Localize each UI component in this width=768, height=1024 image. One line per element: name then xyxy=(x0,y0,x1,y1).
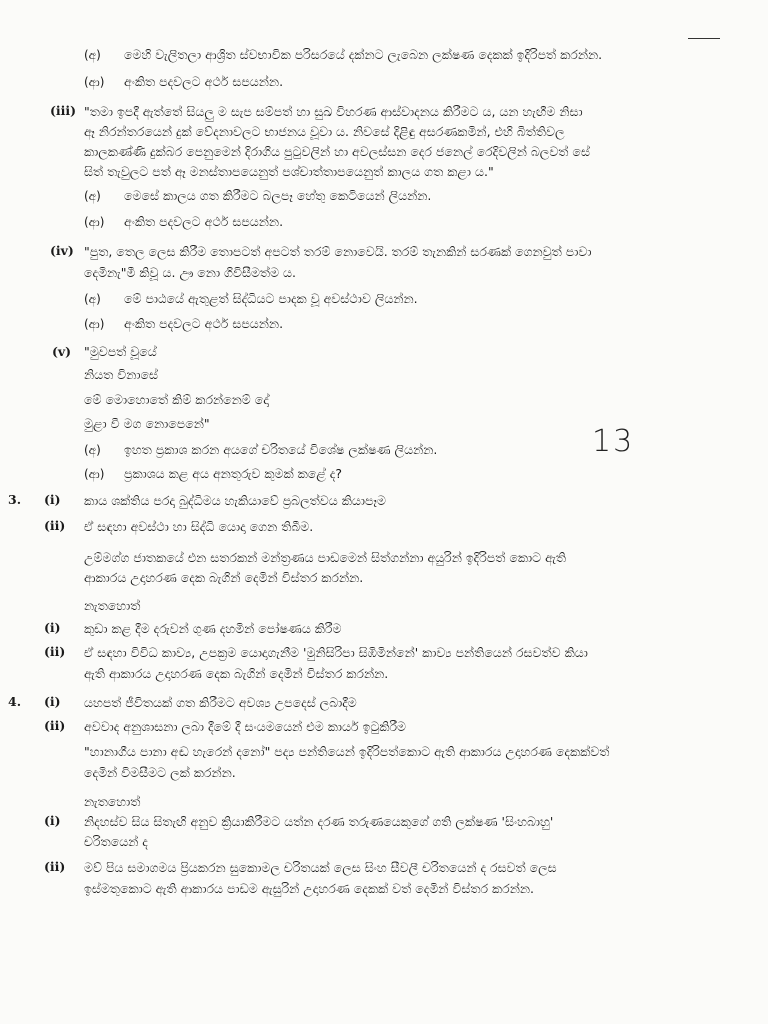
line-text: ඉස්මතුකොට ඇති ආකාරය පාඩම ඇසුරින් උදාහරණ දෙකක් වත් දෙමින් විස්තර කරන්න. xyxy=(84,881,534,896)
mark-aa: (ආ) xyxy=(84,215,105,229)
line-text: "හානාගීය පානා අඬ හැරෙන් දනෝ" පද්‍ය පන්තියෙන් ඉදිරිපත්කොට ඇති ආකාරය උදාහරණ දෙකක්වත් xyxy=(84,744,610,759)
item-number: (i) xyxy=(44,492,61,507)
line-text: මේ පාඨයේ ඇතුළත් සිද්ධියට පාදක වූ අවස්ථාව ලියන්න. xyxy=(124,291,418,306)
line-text: යහපත් ජීවිතයක් ගත කිරීමට අවශ්‍ය උපදෙස් ලබාදීම xyxy=(84,695,357,710)
mark-a: (අ) xyxy=(84,189,101,203)
line-text: ඈ නිරන්තරයෙන් දුක් වේදනාවලට භාජනය වූවා ය. නිවසේ දිළිඳු අසරණකමින්, එහි බිත්තිවල xyxy=(84,124,565,139)
mark-a: (අ) xyxy=(84,292,101,306)
line-text: "පුත, තෙල ලෙස කිරීම තොපටත් අපටත් තරම් නොවෙයි. තරම් තැනකින් සරණක් ගෙනවුත් පාවා xyxy=(84,244,592,259)
item-number: (ii) xyxy=(44,859,66,874)
or-label: නැතහොත් xyxy=(84,598,141,613)
item-number: (i) xyxy=(44,813,61,828)
line-text: ඒ සඳහා විවිධ කාව්‍ය, උපක්‍රම යොදාගැනීම 'මුනිසිරිපා සිඹිමින්නේ' කාව්‍ය පන්තියෙන් රසවත්ව කියා xyxy=(84,645,588,660)
item-number: (iii) xyxy=(50,103,77,118)
line-text: මුළා වී මග නොපෙනේ" xyxy=(84,416,210,431)
line-text: ඇති ආකාරය උදාහරණ දෙක බැගින් දෙමින් විස්තර කරන්න. xyxy=(84,666,389,681)
item-number: (i) xyxy=(44,694,61,709)
or-label: නැතහොත් xyxy=(84,794,141,809)
item-number: (ii) xyxy=(44,518,66,533)
mark-aa: (ආ) xyxy=(84,317,105,331)
item-number: (ii) xyxy=(44,644,66,659)
line-text: චරිතයෙන් ද xyxy=(84,834,148,849)
line-text: අංකිත පදවලට අර්ථ සපයන්න. xyxy=(124,316,284,331)
handwritten-mark: 13 xyxy=(592,424,635,459)
line-text: "තමා ඉපදී ඇත්තේ සියලු ම සැප සම්පත් හා සුඛ විහරණ ආස්වාදනය කිරීමට ය, යන හැඟීම නිසා xyxy=(84,104,583,119)
item-number: (iv) xyxy=(50,243,74,258)
mark-a: (අ) xyxy=(84,443,101,457)
line-text: මේ මොහොතේ කිම් කරන්නෙම් දෝ xyxy=(84,392,269,407)
line-text: නිදහස්ව සිය සිතැඟි අනුව ක්‍රියාකිරීමට යත්න දරණ තරුණයෙකුගේ ගති ලක්ෂණ 'සිංහබාහු' xyxy=(84,814,554,829)
line-text: ආකාරය උදාහරණ දෙක බැගින් දෙමින් විස්තර කරන්න. xyxy=(84,570,364,585)
line-text: අංකිත පදවලට අර්ථ සපයන්න. xyxy=(124,214,284,229)
line-text: දෙමිනැ"මී කිවූ ය. ඌ නො ගිවිසීමත්ම ය. xyxy=(84,265,296,280)
item-number: (i) xyxy=(44,620,61,635)
line-text: කුඩා කළ දීම දරුවන් ගුණ දහමින් පෝෂණය කිරීම xyxy=(84,621,342,636)
line-text: මව් පිය සමාගමය ප්‍රියකරන සුකොමල චරිතයක් ලෙස සිංහ සීවලී චරිතයෙන් ද රසවත් ලෙස xyxy=(84,860,557,875)
question-number: 3. xyxy=(8,492,22,507)
line-text: කාලකණ්ණි දුක්බර පෙනුමෙන් දිරාගිය පුටුවලින් හා අවලස්සන දෙර ජනෙල් රෙදිවලින් බලවත් සේ xyxy=(84,144,590,159)
line-text: ඉහත ප්‍රකාශ කරන අයගේ චරිතයේ විශේෂ ලක්ෂණ ලියන්න. xyxy=(124,442,438,457)
line-text: සිත් තැවුලට පත් ඈ මනස්තාපයෙනුත් පශ්චාත්තාපයෙනුත් කාලය ගත කළා ය." xyxy=(84,164,494,179)
mark-aa: (ආ) xyxy=(84,467,105,481)
question-number: 4. xyxy=(8,694,22,709)
item-number: (v) xyxy=(52,344,72,359)
line-text: උම්මග්ග ජාතකයේ එන සතරකන් මන්ත්‍රණය පාඩමෙන් සිත්ගන්නා අයුරින් ඉදිරිපත් කොට ඇති xyxy=(84,550,567,565)
line-text: මෙහි වැලිතලා ආශ්‍රිත ස්වභාවික පරිසරයේ දක්නට ලැබෙන ලක්ෂණ දෙකක් ඉදිරිපත් කරන්න. xyxy=(124,47,603,62)
line-text: අවවාද අනුශාසනා ලබා දීමේ දී සංයමයෙන් එම කාර්ය ඉටුකිරීම xyxy=(84,719,407,734)
line-text: "මුවපත් වූයේ xyxy=(84,344,157,359)
mark-a: (අ) xyxy=(84,48,101,62)
page-edge-line xyxy=(688,38,720,39)
line-text: නියත විනාසේ xyxy=(84,367,159,382)
line-text: දෙමින් විමසීමට ලක් කරන්න. xyxy=(84,765,236,780)
line-text: ප්‍රකාශය කළ අය අනතුරුව කුමක් කළේ ද? xyxy=(124,466,342,481)
line-text: මෙසේ කාලය ගත කිරීමට බලපෑ හේතු කෙටියෙන් ලියන්න. xyxy=(124,188,432,203)
line-text: ඒ සඳහා අවස්ථා හා සිද්ධි යොදා ගෙන තිබීම. xyxy=(84,519,314,534)
line-text: කාය ශක්තිය පරදා බුද්ධිමය හැකියාවේ ප්‍රබලත්වය කියාපෑම xyxy=(84,493,386,508)
item-number: (ii) xyxy=(44,718,66,733)
mark-aa: (ආ) xyxy=(84,75,105,89)
line-text: අංකිත පදවලට අර්ථ සපයන්න. xyxy=(124,74,284,89)
